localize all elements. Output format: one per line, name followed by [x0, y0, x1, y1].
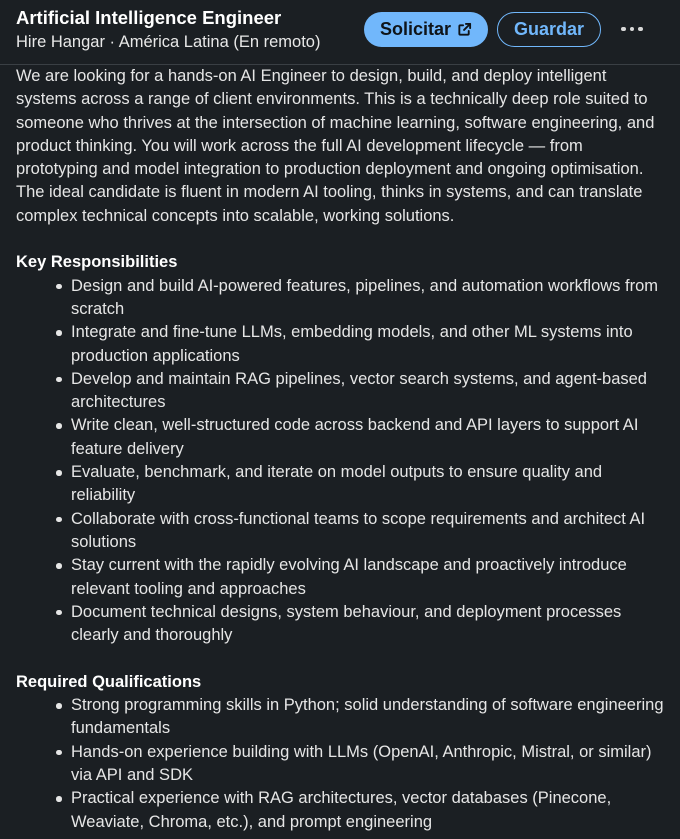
list-item: Collaborate with cross-functional teams to scope requirements and architect AI solutions [71, 508, 666, 555]
job-subtitle: Hire Hangar · América Latina (En remoto) [16, 33, 321, 51]
job-intro-paragraph: We are looking for a hands-on AI Engineer to design, build, and deploy intelligent systems across a range of client environments. This is a technically deep role suited to someone who thrives at the intersection of machine learning, software engineering, and product thinking. You will work across the full AI development lifecycle — from prototyping and model integration to production deployment and ongoing optimisation. The ideal candidate is fluent in modern AI tooling, thinks in systems, and can translate complex technical concepts into scalable, working solutions. [16, 67, 655, 225]
job-description [16, 65, 666, 834]
list-item: Evaluate, benchmark, and iterate on model outputs to ensure quality and reliability [71, 461, 666, 508]
list-item: Stay current with the rapidly evolving AI landscape and proactively introduce relevant tooling and approaches [71, 554, 666, 601]
list-item: Hands-on experience building with LLMs (OpenAI, Anthropic, Mistral, or similar) via API and SDK [71, 741, 666, 788]
list-item: Strong programming skills in Python; solid understanding of software engineering fundamentals [71, 694, 666, 741]
responsibilities-heading: Key Responsibilities [16, 253, 178, 272]
list-item: Design and build AI-powered features, pipelines, and automation workflows from scratch [71, 275, 666, 322]
more-options-button[interactable] [612, 14, 652, 44]
external-link-icon [457, 22, 472, 37]
list-item: Document technical designs, system behaviour, and deployment processes clearly and thoroughly [71, 601, 666, 648]
list-item: Write clean, well-structured code across backend and API layers to support AI feature delivery [71, 414, 666, 461]
job-header [0, 0, 680, 65]
more-horizontal-icon [621, 27, 626, 32]
apply-button-label: Solicitar [379, 19, 452, 39]
qualifications-list [16, 694, 666, 834]
responsibilities-list [16, 275, 666, 648]
save-button[interactable]: Guardar [497, 12, 601, 47]
list-item: Practical experience with RAG architectures, vector databases (Pinecone, Weaviate, Chroma, etc.), and prompt engineering [71, 787, 666, 834]
qualifications-heading: Required Qualifications [16, 672, 202, 691]
job-title: Artificial Intelligence Engineer [16, 7, 282, 28]
list-item: Develop and maintain RAG pipelines, vector search systems, and agent-based architectures [71, 368, 666, 415]
list-item: Integrate and fine-tune LLMs, embedding models, and other ML systems into production applications [71, 321, 666, 368]
apply-button[interactable] [364, 12, 488, 47]
